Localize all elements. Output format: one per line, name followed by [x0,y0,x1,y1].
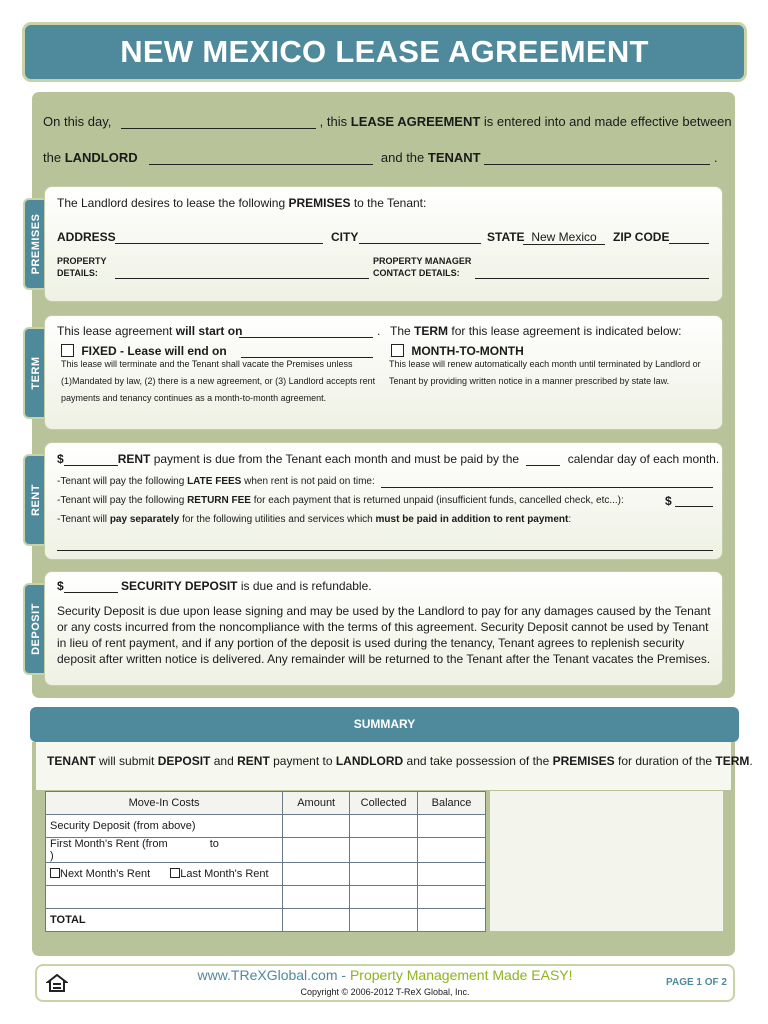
cell-amount[interactable] [283,909,350,932]
utilities-field[interactable] [57,537,713,551]
city-field[interactable] [359,230,481,244]
document-title: NEW MEXICO LEASE AGREEMENT [22,22,747,82]
state-field[interactable]: New Mexico [523,230,605,245]
cell-amount[interactable] [283,815,350,838]
intro-landlord: LANDLORD [64,150,138,165]
zip-field[interactable] [669,230,709,244]
pm-contact-label: PROPERTY MANAGER CONTACT DETAILS: [373,256,472,278]
city-label: CITY [331,230,359,244]
row-first-month: First Month's Rent (from to ) [46,838,283,863]
rent-amount-field[interactable] [64,452,118,466]
deposit-amount-field[interactable] [64,579,118,593]
late-fee-line: -Tenant will pay the following LATE FEES when rent is not paid on time: [57,476,375,487]
deposit-tab: DEPOSIT [23,583,46,675]
move-in-costs-table [45,791,486,932]
rent-section [44,442,723,560]
property-details-field[interactable] [115,265,369,279]
row-total: TOTAL [46,909,283,932]
cell-balance[interactable] [418,815,486,838]
start-date-field[interactable] [239,324,373,338]
fixed-description: This lease will terminate and the Tenant shall vacate the Premises unless (1)Mandated by law, (2) there is a new agreement, or (3) Landlord accepts rent payments and tenancy continues as a month-to-month agreement. [61,359,376,403]
cell-collected[interactable] [350,863,418,886]
landlord-field[interactable] [149,151,373,165]
row-blank[interactable] [46,886,283,909]
footer-tagline-line: www.TReXGlobal.com - Property Management Made EASY! [197,967,573,983]
zip-label: ZIP CODE [613,230,670,244]
cell-balance[interactable] [418,863,486,886]
table-row [46,815,486,838]
footer-copyright: Copyright © 2006-2012 T-ReX Global, Inc. [300,987,470,997]
mtm-description: This lease will renew automatically each month until terminated by Landlord or Tenant by providing written notice in a manner prescribed by state law. [389,359,701,386]
pm-contact-field[interactable] [475,265,709,279]
table-header-row [46,792,486,815]
intro-period: . [713,150,718,165]
term-start-text: This lease agreement will start on [57,324,243,338]
date-field[interactable] [121,115,316,129]
footer-url[interactable]: www.TReXGlobal.com [197,967,338,983]
rent-tab: RENT [23,454,46,546]
utilities-line: -Tenant will pay separately for the following utilities and services which must be paid in addition to rent payment: [57,514,572,525]
table-row [46,909,486,932]
intro-lease-agreement: LEASE AGREEMENT [350,114,481,129]
notes-box[interactable] [490,791,723,931]
term-section [44,315,723,430]
tenant-field[interactable] [484,151,710,165]
footer-tagline: Property Management Made EASY! [349,967,573,983]
return-fee-field[interactable] [675,495,713,507]
rent-day-field[interactable] [526,452,560,466]
cell-balance[interactable] [418,886,486,909]
term-tab: TERM [23,327,46,419]
last-month-checkbox[interactable] [170,868,180,878]
next-month-label: Next Month's Rent [60,868,151,880]
cell-balance[interactable] [418,838,486,863]
next-month-checkbox[interactable] [50,868,60,878]
mtm-label: MONTH-TO-MONTH [411,344,524,358]
term-dot: . [377,324,381,338]
cell-amount[interactable] [283,838,350,863]
col-amount: Amount [283,792,350,815]
cell-collected[interactable] [350,886,418,909]
property-details-label: PROPERTY DETAILS: [57,256,107,278]
deposit-line: $ SECURITY DEPOSIT is due and is refundable. [57,579,372,593]
intro-this: , this [319,114,348,129]
state-label: STATE [487,230,525,244]
deposit-terms: Security Deposit is due upon lease signing and may be used by the Landlord to pay for any damages caused by the Tenant or any costs incurred from the noncompliance with the terms of this agreement. Security Deposit cannot be used by Tenant in lieu of rent payment, and if any portion of the deposit is used during the tenancy, Tenant agrees to replenish security deposit after written notice is delivered. Any remainder will be returned to the Tenant after the Tenant vacates the Premises. [57,604,711,666]
premises-desire: The Landlord desires to lease the following PREMISES to the Tenant: [57,196,427,210]
cell-collected[interactable] [350,838,418,863]
col-move-in-costs: Move-In Costs [46,792,283,815]
cell-collected[interactable] [350,815,418,838]
row-next-last-rent [46,863,283,886]
intro-the: the [43,150,62,165]
summary-header: SUMMARY [30,707,739,742]
row-security-deposit: Security Deposit (from above) [46,815,283,838]
deposit-section [44,571,723,686]
col-balance: Balance [418,792,486,815]
return-fee-dollar: $ [665,494,672,508]
intro-on-this-day: On this day, [43,114,112,129]
table-row [46,886,486,909]
premises-section [44,186,723,302]
cell-balance[interactable] [418,909,486,932]
address-field[interactable] [115,230,323,244]
intro-line-2 [43,150,717,165]
address-label: ADDRESS [57,230,116,244]
fixed-label: FIXED - Lease will end on [81,344,227,358]
table-row [46,838,486,863]
summary-statement-box [36,742,753,790]
col-collected: Collected [350,792,418,815]
intro-and-the: and the [380,150,425,165]
page-number: PAGE 1 OF 2 [666,977,727,988]
summary-statement: TENANT will submit DEPOSIT and RENT payment to LANDLORD and take possession of the PREMISES for duration of the TERM. [47,754,753,768]
footer [35,964,735,1002]
last-month-label: Last Month's Rent [180,868,269,880]
cell-amount[interactable] [283,863,350,886]
premises-tab: PREMISES [23,198,46,290]
table-row [46,863,486,886]
cell-collected[interactable] [350,909,418,932]
intro-effective: is entered into and made effective between [483,114,732,129]
intro-line-1 [43,114,732,129]
rent-line: $ RENT payment is due from the Tenant each month and must be paid by the calendar day of each month. [57,452,720,466]
term-indicated-text: The TERM for this lease agreement is indicated below: [390,324,682,338]
cell-amount[interactable] [283,886,350,909]
late-fee-field[interactable] [381,476,713,488]
return-fee-line: -Tenant will pay the following RETURN FEE for each payment that is returned unpaid (insufficient funds, cancelled check, etc...): [57,495,624,506]
intro-tenant: TENANT [427,150,481,165]
